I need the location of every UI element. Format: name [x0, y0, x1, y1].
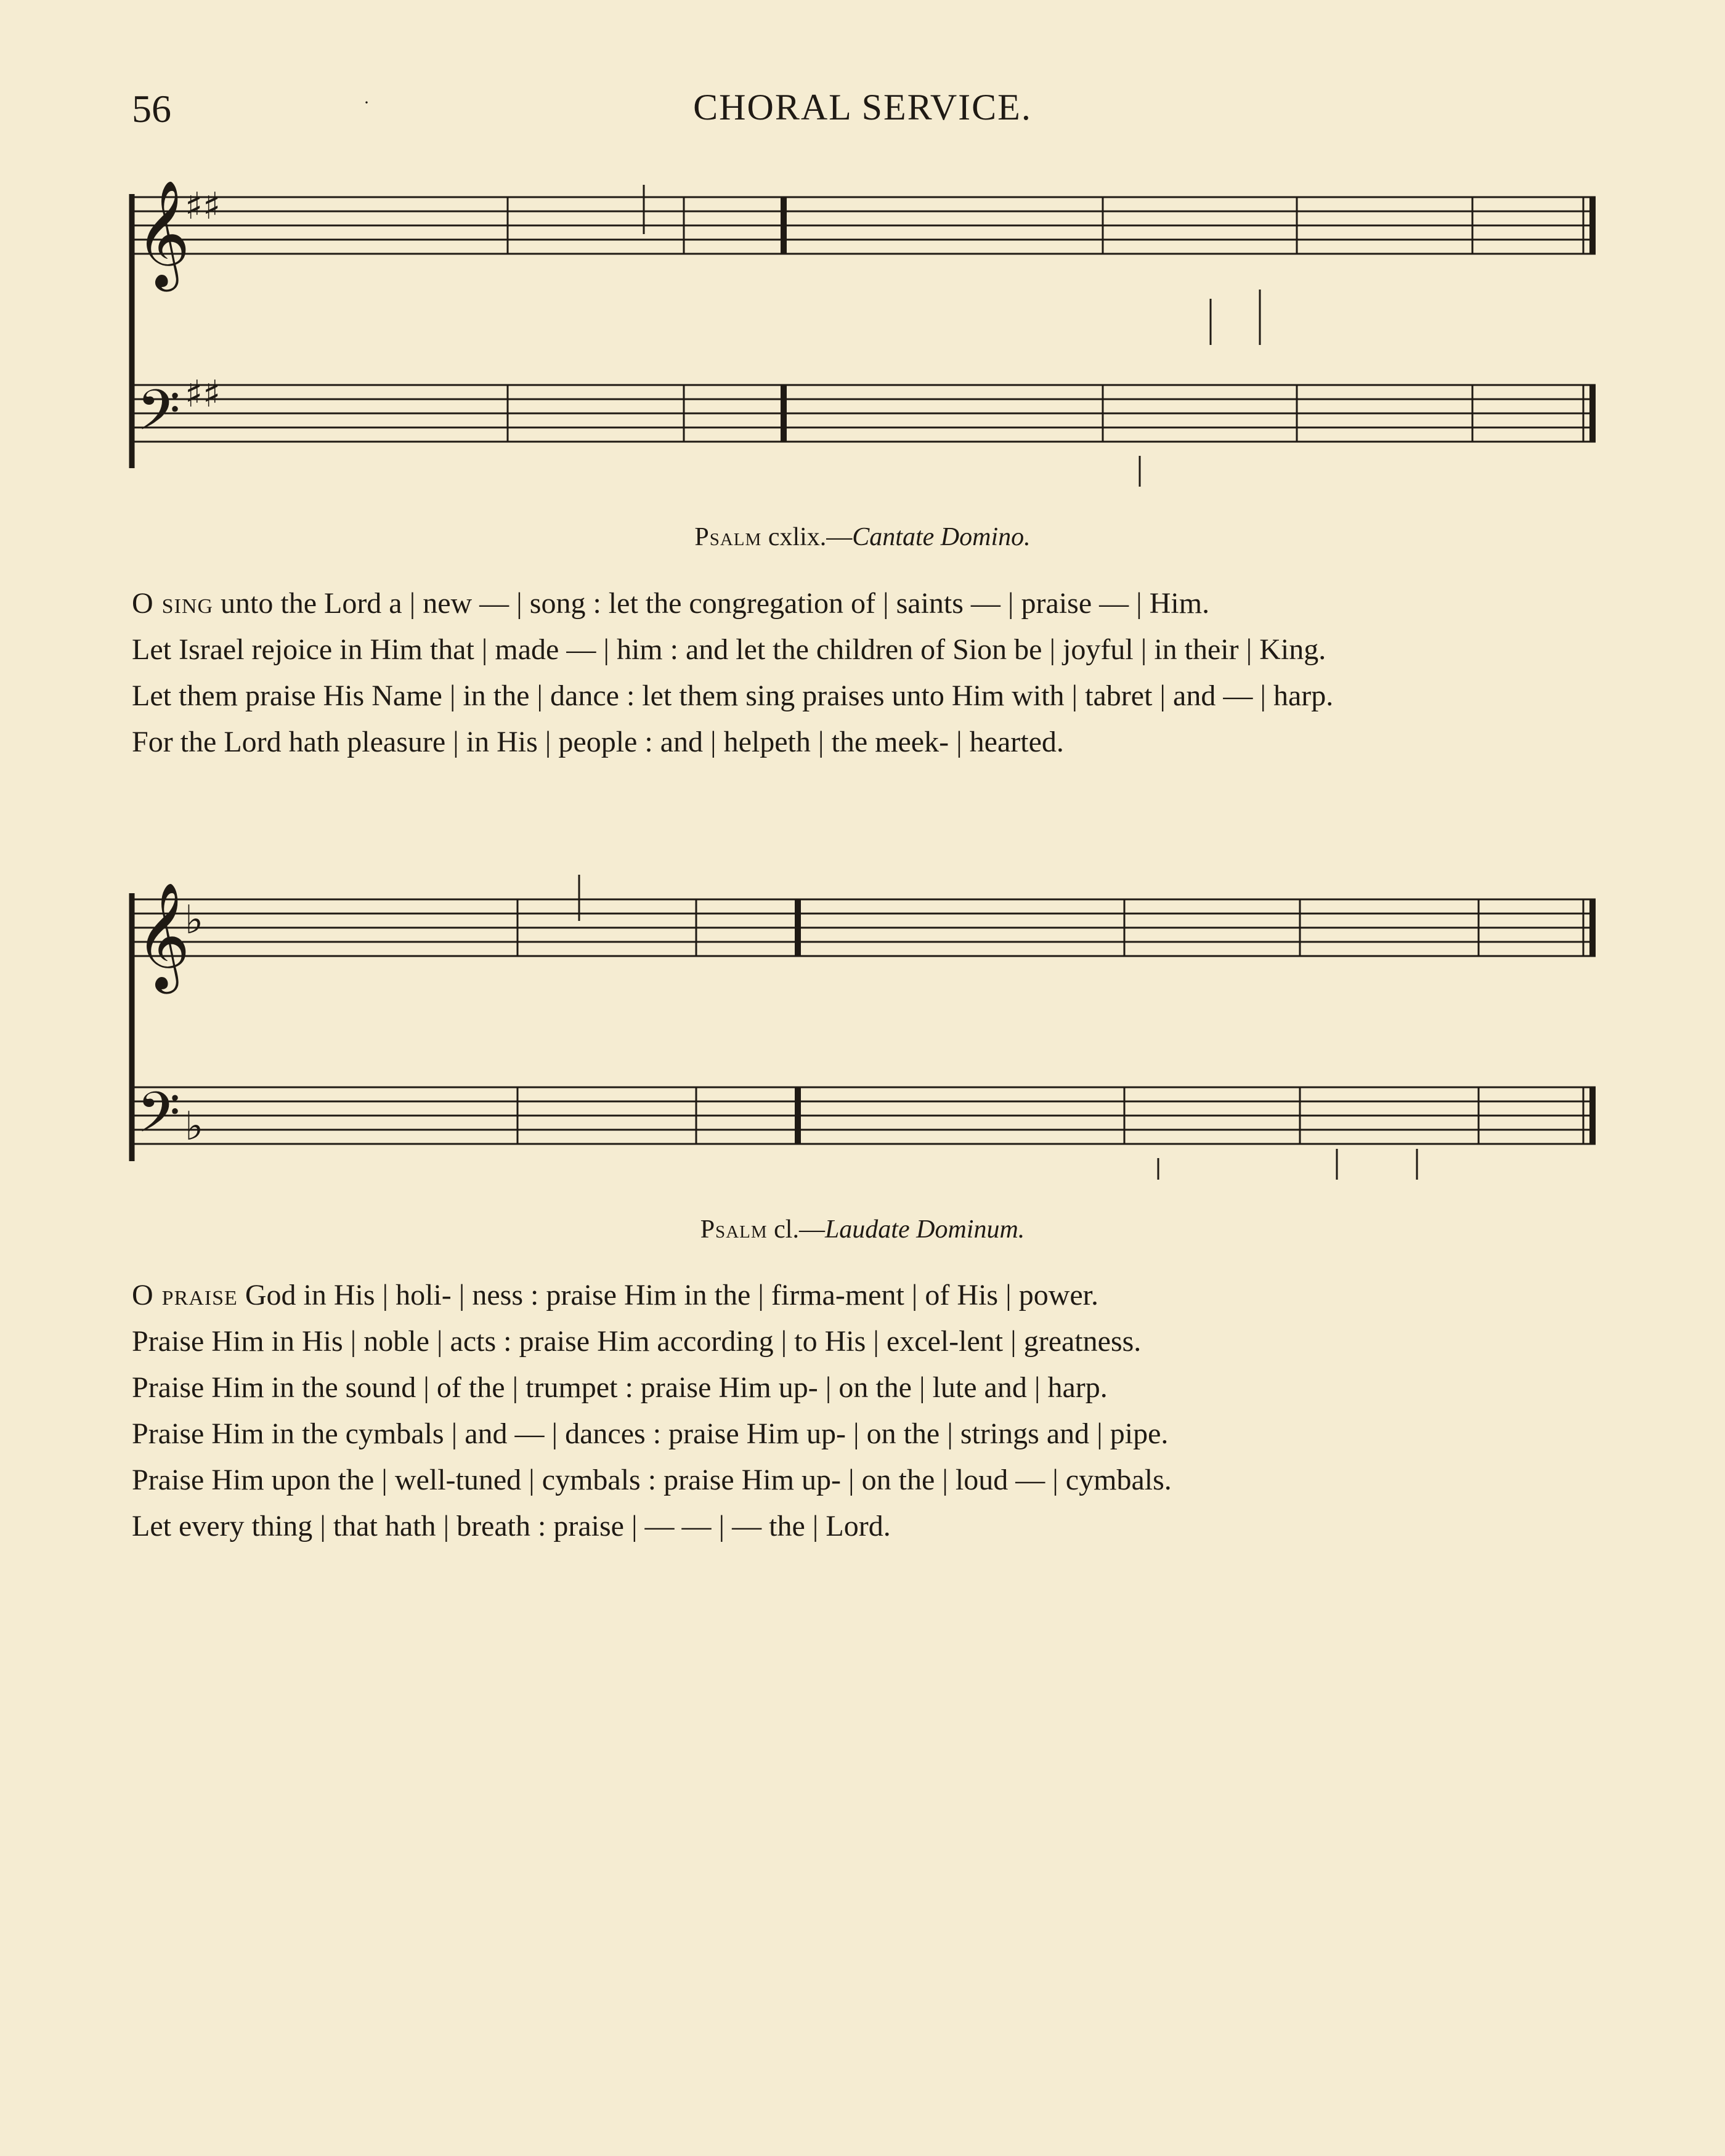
verse-opening: O praise — [132, 1279, 238, 1311]
verse-text: Praise Him upon the | well-tuned | cymbals : praise Him up- | on the | loud — | cymbals. — [132, 1464, 1172, 1496]
psalm-number: cxlix.— — [768, 523, 853, 551]
chant-2-score — [0, 869, 1725, 1177]
psalm-1-heading — [0, 522, 1725, 552]
verse — [132, 721, 1610, 764]
treble-clef: 𝄞 — [136, 180, 190, 287]
verse — [132, 582, 1610, 625]
key-signature-treble: ♯♯ — [185, 185, 221, 228]
verse-text: Let every thing | that hath | breath : praise | — — | — the | Lord. — [132, 1510, 891, 1542]
key-signature-bass: ♭ — [185, 1104, 204, 1149]
running-head: CHORAL SERVICE. — [693, 87, 1032, 128]
psalm-number: cl.— — [774, 1215, 825, 1244]
bass-clef: 𝄢 — [137, 378, 181, 456]
key-signature-treble: ♭ — [185, 898, 204, 943]
chant-1-score — [0, 179, 1725, 487]
verse — [132, 675, 1610, 718]
verse-text: Let them praise His Name | in the | dance : let them sing praises unto Him with | tabret | and — | harp. — [132, 679, 1334, 712]
verse — [132, 1274, 1610, 1317]
verse — [132, 1412, 1610, 1456]
psalm-2-heading — [0, 1215, 1725, 1244]
verse-text: Let Israel rejoice in Him that | made — | him : and let the children of Sion be | joyful | in their | King. — [132, 633, 1326, 666]
bass-staff-2 — [132, 1087, 1596, 1144]
verse-text: For the Lord hath pleasure | in His | people : and | helpeth | the meek- | hearted. — [132, 726, 1064, 758]
verse — [132, 1459, 1610, 1502]
verse — [132, 1320, 1610, 1363]
psalm-1-verses — [132, 582, 1610, 764]
bar-lines — [508, 197, 1593, 442]
verse-text: unto the Lord a | new — | song : let the congregation of | saints — | praise — | Him. — [213, 587, 1210, 620]
bass-staff-1 — [132, 385, 1596, 442]
treble-staff-1 — [132, 197, 1596, 254]
decorative-dot: · — [363, 92, 370, 113]
page-number: 56 — [132, 87, 171, 131]
notes — [312, 875, 1557, 1180]
verse-text: God in His | holi- | ness : praise Him in the | firma-ment | of His | power. — [237, 1279, 1098, 1311]
treble-clef: 𝄞 — [136, 882, 190, 989]
bar-lines — [518, 899, 1593, 1144]
psalm-2-verses — [132, 1274, 1610, 1548]
verse — [132, 1366, 1610, 1409]
verse-opening: O sing — [132, 587, 214, 620]
key-signature-bass: ♯♯ — [185, 373, 221, 416]
psalm-label: Psalm — [694, 523, 762, 551]
verse-text: Praise Him in His | noble | acts : praise Him according | to His | excel-lent | greatness. — [132, 1325, 1142, 1358]
verse-text: Praise Him in the cymbals | and — | dances : praise Him up- | on the | strings and | pipe. — [132, 1417, 1169, 1450]
treble-staff-2 — [132, 899, 1596, 956]
psalm-latin-title: Cantate Domino. — [852, 523, 1031, 551]
verse — [132, 628, 1610, 671]
psalm-latin-title: Laudate Dominum. — [824, 1215, 1025, 1244]
verse-text: Praise Him in the sound | of the | trumpet : praise Him up- | on the | lute and | harp. — [132, 1371, 1108, 1404]
psalm-label: Psalm — [700, 1215, 768, 1244]
verse — [132, 1505, 1610, 1548]
bass-clef: 𝄢 — [137, 1080, 181, 1159]
